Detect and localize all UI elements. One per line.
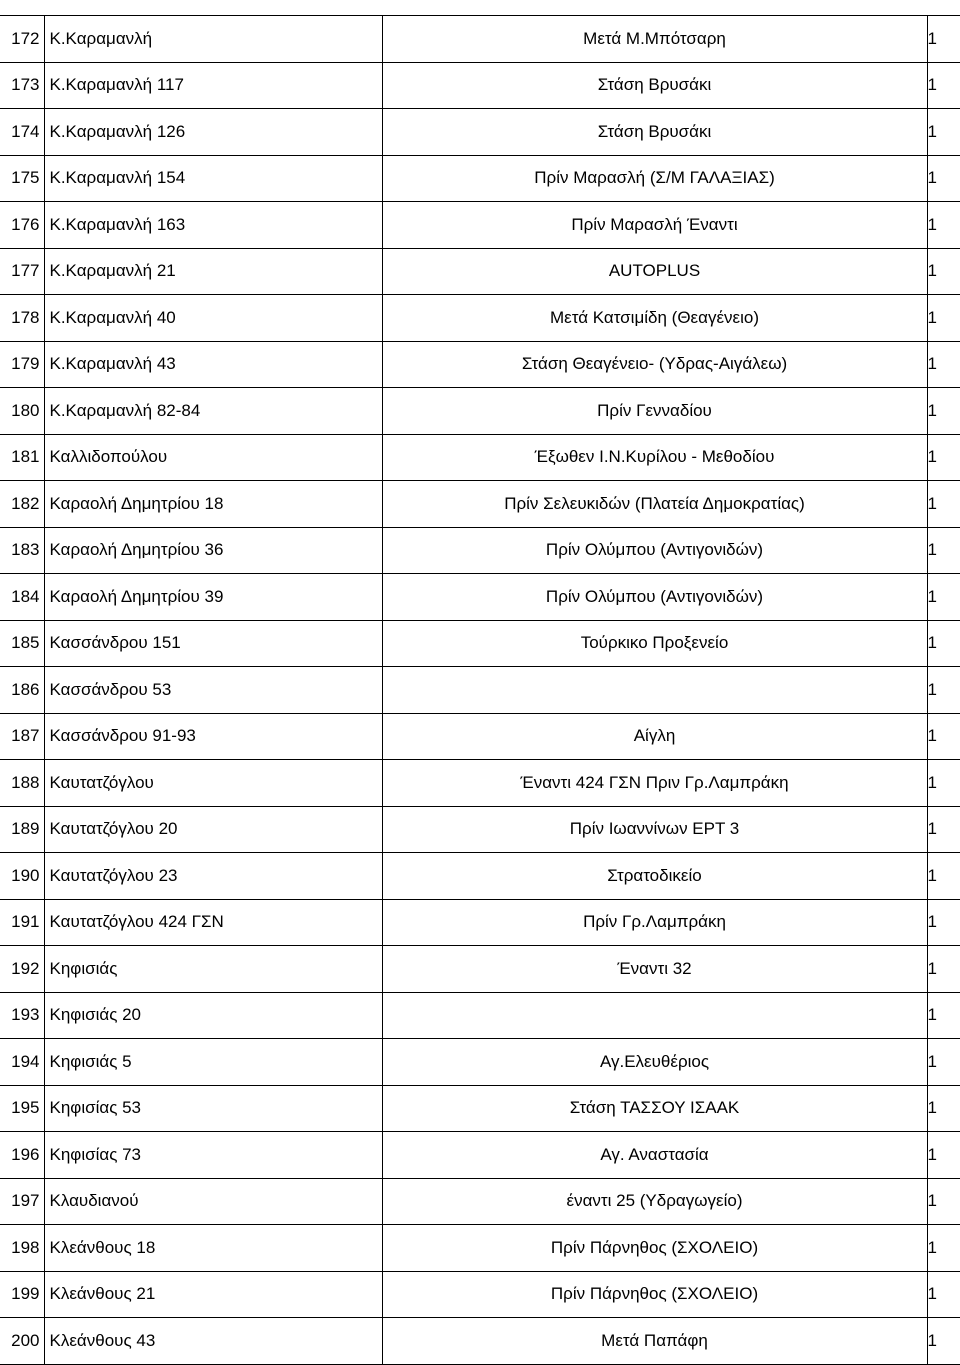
- table-row: [0, 667, 960, 714]
- row-number: 186: [0, 667, 44, 714]
- stop-location: Έξωθεν Ι.Ν.Κυρίλου - Μεθοδίου: [382, 434, 927, 481]
- stop-location: Πρίν Ολύμπου (Αντιγονιδών): [382, 574, 927, 621]
- row-number: 179: [0, 341, 44, 388]
- stop-count: 1: [927, 1178, 960, 1225]
- stop-location: Τούρκικο Προξενείο: [382, 620, 927, 667]
- table-row: [0, 1085, 960, 1132]
- stop-count: 1: [927, 109, 960, 156]
- stop-count: 1: [927, 992, 960, 1039]
- stop-location: Αγ. Αναστασία: [382, 1132, 927, 1179]
- stop-count: 1: [927, 667, 960, 714]
- street-name: Καυτατζόγλου: [44, 760, 382, 807]
- table-row: [0, 16, 960, 63]
- street-name: Καλλιδοπούλου: [44, 434, 382, 481]
- row-number: 178: [0, 295, 44, 342]
- street-name: Καυτατζόγλου 20: [44, 806, 382, 853]
- row-number: 195: [0, 1085, 44, 1132]
- table-row: [0, 434, 960, 481]
- street-name: Κ.Καραμανλή 21: [44, 248, 382, 295]
- table-row: [0, 713, 960, 760]
- stop-count: 1: [927, 1225, 960, 1272]
- stop-location: Πρίν Σελευκιδών (Πλατεία Δημοκρατίας): [382, 481, 927, 528]
- stop-count: 1: [927, 155, 960, 202]
- stop-location: Έναντι 32: [382, 946, 927, 993]
- row-number: 173: [0, 62, 44, 109]
- table-row: [0, 388, 960, 435]
- stop-count: 1: [927, 853, 960, 900]
- stop-count: 1: [927, 760, 960, 807]
- stop-count: 1: [927, 295, 960, 342]
- row-number: 197: [0, 1178, 44, 1225]
- table-row: [0, 1225, 960, 1272]
- table-row: [0, 620, 960, 667]
- street-name: Κλεάνθους 18: [44, 1225, 382, 1272]
- table-row: [0, 574, 960, 621]
- street-name: Καραολή Δημητρίου 18: [44, 481, 382, 528]
- stop-location: [382, 667, 927, 714]
- table-row: [0, 1178, 960, 1225]
- stop-location: Αίγλη: [382, 713, 927, 760]
- stop-location: Μετά Μ.Μπότσαρη: [382, 16, 927, 63]
- row-number: 200: [0, 1318, 44, 1365]
- row-number: 199: [0, 1271, 44, 1318]
- street-name: Κασσάνδρου 151: [44, 620, 382, 667]
- street-name: Κασσάνδρου 53: [44, 667, 382, 714]
- row-number: 191: [0, 899, 44, 946]
- table-row: [0, 295, 960, 342]
- stop-count: 1: [927, 806, 960, 853]
- street-name: Κ.Καραμανλή 40: [44, 295, 382, 342]
- table-row: [0, 760, 960, 807]
- stop-location: Στάση ΤΑΣΣΟΥ ΙΣΑΑΚ: [382, 1085, 927, 1132]
- stop-count: 1: [927, 1132, 960, 1179]
- table-row: [0, 481, 960, 528]
- row-number: 194: [0, 1039, 44, 1086]
- stops-table: [0, 15, 960, 1365]
- table-row: [0, 1271, 960, 1318]
- stop-location: Πρίν Μαρασλή (Σ/Μ ΓΑΛΑΞΙΑΣ): [382, 155, 927, 202]
- street-name: Καυτατζόγλου 23: [44, 853, 382, 900]
- stop-count: 1: [927, 434, 960, 481]
- stop-location: Πρίν Ιωαννίνων ΕΡΤ 3: [382, 806, 927, 853]
- row-number: 198: [0, 1225, 44, 1272]
- stop-location: Αγ.Ελευθέριος: [382, 1039, 927, 1086]
- row-number: 182: [0, 481, 44, 528]
- stop-location: Στάση Βρυσάκι: [382, 62, 927, 109]
- stop-count: 1: [927, 620, 960, 667]
- stop-count: 1: [927, 1039, 960, 1086]
- table-row: [0, 853, 960, 900]
- row-number: 183: [0, 527, 44, 574]
- table-row: [0, 202, 960, 249]
- stops-table-body: [0, 16, 960, 1365]
- table-row: [0, 806, 960, 853]
- street-name: Κ.Καραμανλή 82-84: [44, 388, 382, 435]
- table-row: [0, 527, 960, 574]
- stop-count: 1: [927, 1318, 960, 1365]
- street-name: Κλεάνθους 21: [44, 1271, 382, 1318]
- table-row: [0, 899, 960, 946]
- street-name: Κασσάνδρου 91-93: [44, 713, 382, 760]
- stop-count: 1: [927, 1085, 960, 1132]
- table-row: [0, 992, 960, 1039]
- street-name: Κ.Καραμανλή 43: [44, 341, 382, 388]
- stop-count: 1: [927, 16, 960, 63]
- table-row: [0, 109, 960, 156]
- row-number: 176: [0, 202, 44, 249]
- row-number: 185: [0, 620, 44, 667]
- table-row: [0, 1039, 960, 1086]
- stop-count: 1: [927, 202, 960, 249]
- stop-count: 1: [927, 388, 960, 435]
- table-row: [0, 1132, 960, 1179]
- row-number: 174: [0, 109, 44, 156]
- table-row: [0, 62, 960, 109]
- stop-location: [382, 992, 927, 1039]
- stop-count: 1: [927, 713, 960, 760]
- street-name: Κ.Καραμανλή 117: [44, 62, 382, 109]
- stop-location: Πρίν Γρ.Λαμπράκη: [382, 899, 927, 946]
- street-name: Κ.Καραμανλή 154: [44, 155, 382, 202]
- row-number: 184: [0, 574, 44, 621]
- stop-location: Στάση Θεαγένειο- (Υδρας-Αιγάλεω): [382, 341, 927, 388]
- stop-location: έναντι 25 (Υδραγωγείο): [382, 1178, 927, 1225]
- stop-location: Πρίν Ολύμπου (Αντιγονιδών): [382, 527, 927, 574]
- stop-location: Πρίν Πάρνηθος (ΣΧΟΛΕΙΟ): [382, 1271, 927, 1318]
- row-number: 175: [0, 155, 44, 202]
- street-name: Κηφισίας 53: [44, 1085, 382, 1132]
- row-number: 189: [0, 806, 44, 853]
- street-name: Καραολή Δημητρίου 39: [44, 574, 382, 621]
- stop-count: 1: [927, 248, 960, 295]
- street-name: Καραολή Δημητρίου 36: [44, 527, 382, 574]
- street-name: Κ.Καραμανλή: [44, 16, 382, 63]
- row-number: 187: [0, 713, 44, 760]
- stop-location: Στρατοδικείο: [382, 853, 927, 900]
- row-number: 180: [0, 388, 44, 435]
- street-name: Κλεάνθους 43: [44, 1318, 382, 1365]
- street-name: Κηφισιάς 5: [44, 1039, 382, 1086]
- row-number: 196: [0, 1132, 44, 1179]
- stop-count: 1: [927, 1271, 960, 1318]
- street-name: Κ.Καραμανλή 126: [44, 109, 382, 156]
- row-number: 177: [0, 248, 44, 295]
- stop-count: 1: [927, 341, 960, 388]
- stop-count: 1: [927, 946, 960, 993]
- stop-location: Πρίν Πάρνηθος (ΣΧΟΛΕΙΟ): [382, 1225, 927, 1272]
- row-number: 188: [0, 760, 44, 807]
- street-name: Καυτατζόγλου 424 ΓΣΝ: [44, 899, 382, 946]
- stop-location: Μετά Παπάφη: [382, 1318, 927, 1365]
- row-number: 193: [0, 992, 44, 1039]
- stop-location: Έναντι 424 ΓΣΝ Πριν Γρ.Λαμπράκη: [382, 760, 927, 807]
- stop-count: 1: [927, 481, 960, 528]
- street-name: Κ.Καραμανλή 163: [44, 202, 382, 249]
- street-name: Κηφισιάς: [44, 946, 382, 993]
- stop-location: Πρίν Γενναδίου: [382, 388, 927, 435]
- street-name: Κηφισιάς 20: [44, 992, 382, 1039]
- stop-count: 1: [927, 574, 960, 621]
- row-number: 172: [0, 16, 44, 63]
- street-name: Κηφισίας 73: [44, 1132, 382, 1179]
- table-row: [0, 946, 960, 993]
- row-number: 190: [0, 853, 44, 900]
- row-number: 181: [0, 434, 44, 481]
- street-name: Κλαυδιανού: [44, 1178, 382, 1225]
- stop-count: 1: [927, 899, 960, 946]
- stop-location: AUTOPLUS: [382, 248, 927, 295]
- table-row: [0, 155, 960, 202]
- stop-location: Μετά Κατσιμίδη (Θεαγένειο): [382, 295, 927, 342]
- stop-count: 1: [927, 62, 960, 109]
- stop-count: 1: [927, 527, 960, 574]
- table-row: [0, 248, 960, 295]
- stop-location: Πρίν Μαρασλή Έναντι: [382, 202, 927, 249]
- row-number: 192: [0, 946, 44, 993]
- stop-location: Στάση Βρυσάκι: [382, 109, 927, 156]
- table-row: [0, 341, 960, 388]
